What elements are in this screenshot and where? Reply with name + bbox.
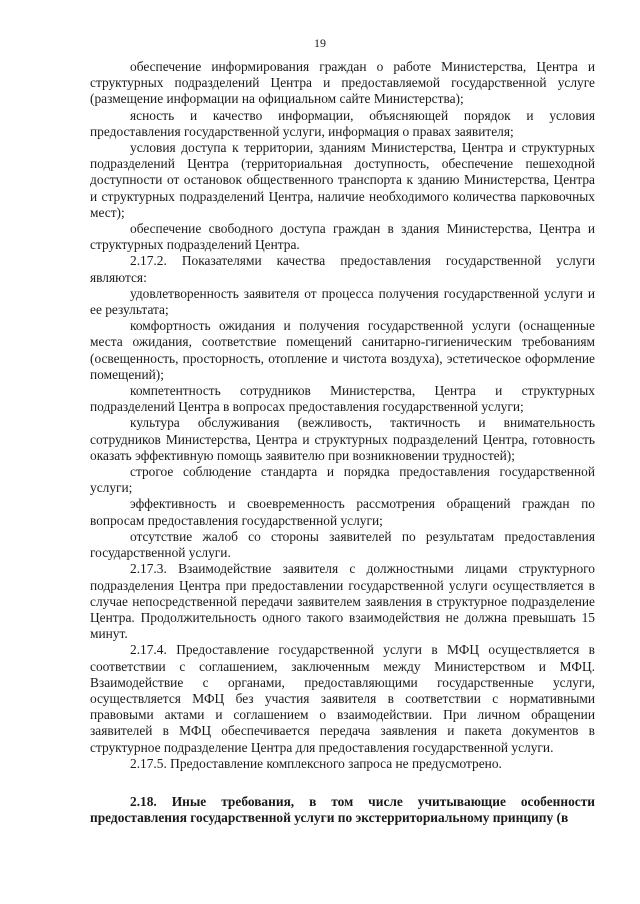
paragraph: комфортность ожидания и получения государственной услуги (оснащенные места ожидания, соответствие помещений санитарно-гигиеническим требованиям (освещенность, просторность, отопление и чистота воздуха), эстетическое оформление помещений); xyxy=(90,318,595,382)
paragraph: эффективность и своевременность рассмотрения обращений граждан по вопросам предоставления государственной услуги; xyxy=(90,496,595,528)
paragraph: условия доступа к территории, зданиям Министерства, Центра и структурных подразделений Центра (территориальная доступность, обеспечение пешеходной доступности от остановок общественного транспорта к зданию Министерства, Центра и структурных подразделений Центра, наличие необходимого количества парковочных мест); xyxy=(90,140,595,220)
paragraph: строгое соблюдение стандарта и порядка предоставления государственной услуги; xyxy=(90,464,595,496)
paragraph: обеспечение информирования граждан о работе Министерства, Центра и структурных подразделений Центра и предоставляемой государственной услуге (размещение информации на официальном сайте Министерства); xyxy=(90,59,595,107)
paragraph: отсутствие жалоб со стороны заявителей по результатам предоставления государственной услуги. xyxy=(90,528,595,561)
paragraph: удовлетворенность заявителя от процесса получения государственной услуги и ее результата; xyxy=(90,285,595,318)
page-number: 19 xyxy=(314,36,326,50)
paragraph: компетентность сотрудников Министерства, Центра и структурных подразделений Центра в вопросах предоставления государственной услуги; xyxy=(90,383,595,415)
paragraph: обеспечение свободного доступа граждан в здания Министерства, Центра и структурных подразделений Центра. xyxy=(90,221,595,253)
paragraph: 2.17.2. Показателями качества предоставления государственной услуги являются: xyxy=(90,253,595,285)
paragraph: культура обслуживания (вежливость, тактичность и внимательность сотрудников Министерства, Центра и структурных подразделений Центра, готовность оказать эффективную помощь заявителю при возникновении трудностей); xyxy=(90,415,595,463)
paragraph: 2.17.4. Предоставление государственной услуги в МФЦ осуществляется в соответствии с соглашением, заключенным между Министерством и МФЦ. Взаимодействие с органами, предоставляющими государственные услуги, осуществляется МФЦ без участия заявителя в соответствии с нормативными правовыми актами и соглашением о взаимодействии. При личном обращении заявителей в МФЦ обеспечивается передача заявления и пакета документов в структурное подразделение Центра для предоставления государственной услуги. xyxy=(90,642,595,755)
section-heading: 2.18. Иные требования, в том числе учитывающие особенности предоставления государственной услуги по экстерриториальному принципу (в xyxy=(90,793,595,826)
paragraph: ясность и качество информации, объясняющей порядок и условия предоставления государственной услуги, информация о правах заявителя; xyxy=(90,107,595,139)
paragraph: 2.17.5. Предоставление комплексного запроса не предусмотрено. xyxy=(130,755,502,771)
page-body xyxy=(90,59,595,826)
paragraph: 2.17.3. Взаимодействие заявителя с должностными лицами структурного подразделения Центра при предоставлении государственной услуги осуществляется в случае непосредственной передачи заявителем заявления в структурное подразделение Центра. Продолжительность одного такого взаимодействия не должна превышать 15 минут. xyxy=(90,561,595,642)
